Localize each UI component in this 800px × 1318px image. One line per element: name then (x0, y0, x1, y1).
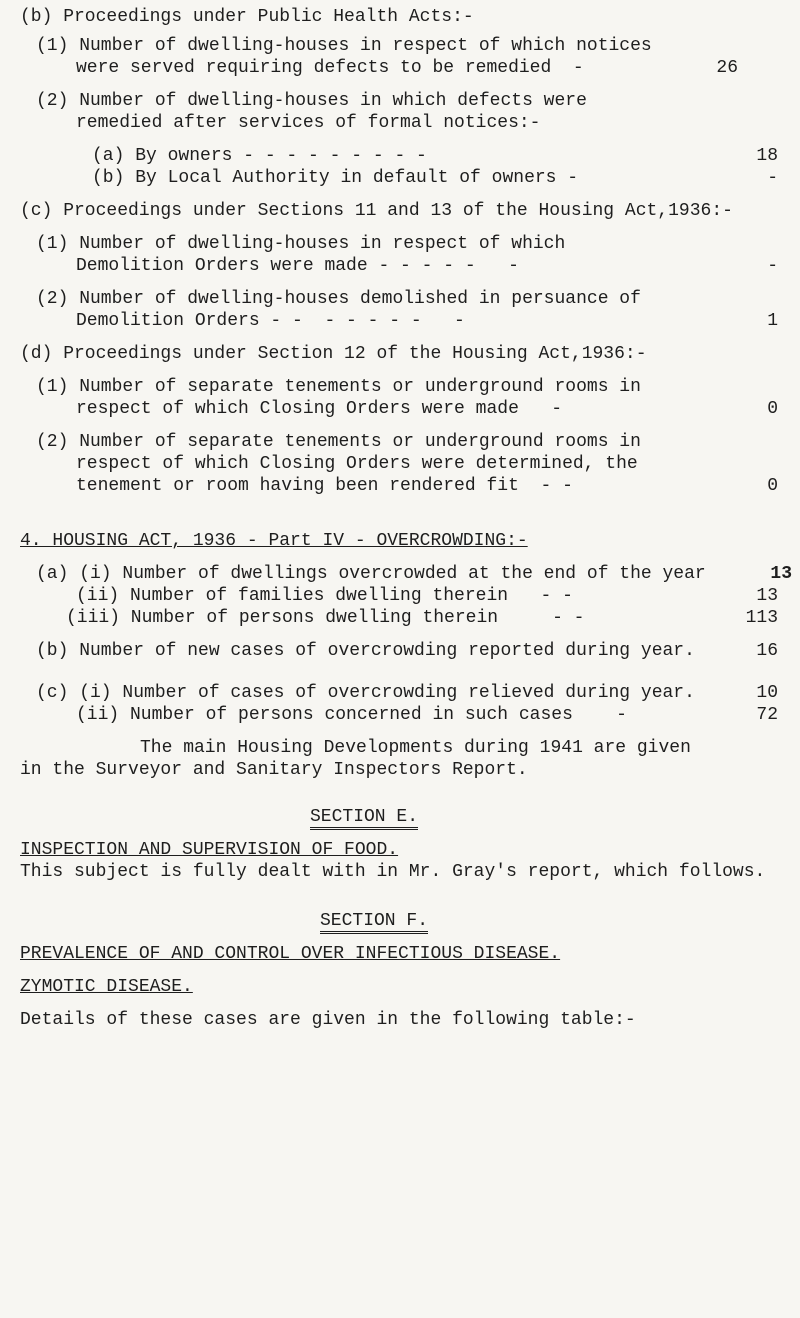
section-4-a-ii-value: 13 (756, 586, 778, 606)
section-f-title-text: SECTION F. (320, 911, 428, 934)
section-d-item1-value: 0 (767, 399, 778, 419)
section-c-item1-value: - (767, 256, 778, 276)
section-b-item2-line1: (2) Number of dwelling-houses in which defects were (36, 91, 587, 111)
section-4-c-ii-label: (ii) Number of persons concerned in such cases - (76, 705, 627, 725)
section-e-title (310, 806, 418, 828)
section-b-item1-line2: were served requiring defects to be remedied - (76, 58, 584, 78)
section-c-item1-line1: (1) Number of dwelling-houses in respect of which (36, 234, 566, 254)
section-e-title-text: SECTION E. (310, 807, 418, 830)
section-d-item2-line3: tenement or room having been rendered fit - - (76, 476, 573, 496)
section-d-item2-value: 0 (767, 476, 778, 496)
section-d-heading: (d) Proceedings under Section 12 of the Housing Act,1936:- (20, 344, 647, 364)
section-4-note-line1: The main Housing Developments during 1941 are given (140, 738, 691, 758)
section-d-item1-line1: (1) Number of separate tenements or underground rooms in (36, 377, 641, 397)
section-4-c-i-label: (c) (i) Number of cases of overcrowding relieved during year. (36, 683, 695, 703)
section-b-heading: (b) Proceedings under Public Health Acts:- (20, 7, 474, 27)
section-f-title (320, 910, 428, 932)
section-e-subtitle: INSPECTION AND SUPERVISION OF FOOD. (20, 840, 399, 860)
section-4-a-i-label: (a) (i) Number of dwellings overcrowded at the end of the year (36, 564, 706, 584)
section-4-heading: 4. HOUSING ACT, 1936 - Part IV - OVERCROWDING:- (20, 531, 528, 551)
section-f-subtitle: PREVALENCE OF AND CONTROL OVER INFECTIOUS DISEASE. (20, 944, 561, 964)
section-f-text: Details of these cases are given in the following table:- (20, 1010, 636, 1030)
section-e-text: This subject is fully dealt with in Mr. Gray's report, which follows. (20, 862, 766, 882)
section-d-item2-line2: respect of which Closing Orders were determined, the (76, 454, 638, 474)
section-4-a-i-value: 13 (770, 564, 792, 584)
section-4-b-value: 16 (756, 641, 778, 661)
section-b-item2b-label: (b) By Local Authority in default of owners - (92, 168, 579, 188)
section-4-c-i-value: 10 (756, 683, 778, 703)
section-b-item1-line1: (1) Number of dwelling-houses in respect of which notices (36, 36, 652, 56)
section-d-item2-line1: (2) Number of separate tenements or underground rooms in (36, 432, 641, 452)
section-b-item2-line2: remedied after services of formal notices:- (76, 113, 541, 133)
section-c-item2-line2: Demolition Orders - - - - - - - - (76, 311, 465, 331)
section-f-sub2: ZYMOTIC DISEASE. (20, 977, 193, 997)
section-4-note-line2: in the Surveyor and Sanitary Inspectors Report. (20, 760, 528, 780)
section-c-item2-value: 1 (767, 311, 778, 331)
section-4-a-iii-value: 113 (745, 608, 778, 628)
section-c-heading: (c) Proceedings under Sections 11 and 13 of the Housing Act,1936:- (20, 201, 733, 221)
section-b-item2a-value: 18 (756, 146, 778, 166)
section-4-b-label: (b) Number of new cases of overcrowding reported during year. (36, 641, 695, 661)
section-c-item2-line1: (2) Number of dwelling-houses demolished in persuance of (36, 289, 641, 309)
section-b-item2b-value: - (767, 168, 778, 188)
section-4-a-ii-label: (ii) Number of families dwelling therein - - (76, 586, 573, 606)
section-4-a-iii-label: (iii) Number of persons dwelling therein - - (66, 608, 585, 628)
section-4-c-ii-value: 72 (756, 705, 778, 725)
section-b-item1-value: 26 (716, 58, 738, 78)
section-b-item2a-label: (a) By owners - - - - - - - - - (92, 146, 427, 166)
section-d-item1-line2: respect of which Closing Orders were made - (76, 399, 563, 419)
section-c-item1-line2: Demolition Orders were made - - - - - - (76, 256, 519, 276)
